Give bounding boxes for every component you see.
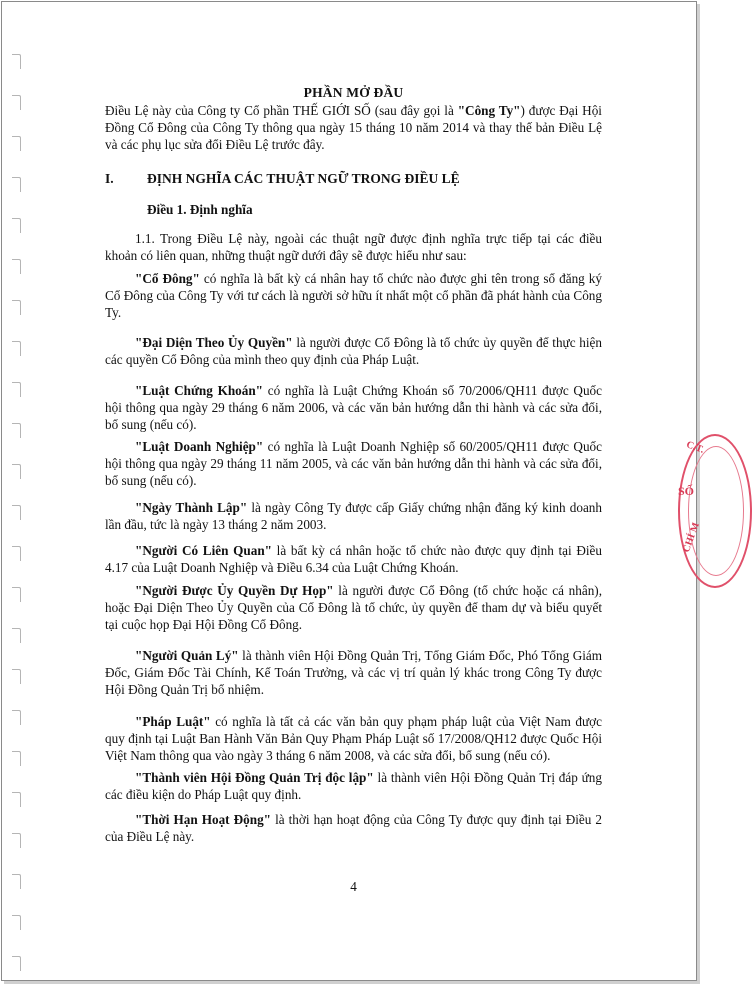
page-number: 4 [350,879,357,894]
stamp-text-top: C.T. [684,439,706,456]
intro-term: "Công Ty" [457,103,521,118]
document-page [1,1,706,981]
definition-text: là người được Cổ Đông là tổ chức ủy quyền để thực hiện các quyền Cổ Đông của mình theo quy định của Pháp Luật. [105,335,602,367]
binder-holes [12,2,22,980]
definition-term: "Thời Hạn Hoạt Động" [135,812,271,827]
definition-term: "Người Quản Lý" [135,648,239,663]
intro-paragraph [105,102,602,153]
definition-term: "Người Có Liên Quan" [135,543,272,558]
definition-term: "Ngày Thành Lập" [135,500,248,515]
definition-term: "Cổ Đông" [135,271,200,286]
stamp-inner-ring [688,446,744,576]
definition-text: có nghĩa là Luật Doanh Nghiệp số 60/2005/QH11 được Quốc hội thông qua ngày 29 tháng 11 năm 2005, và các văn bản hướng dẫn thi hành và các sửa đổi, bổ sung (nếu có). [105,439,602,488]
binder-hole [12,751,21,766]
intro-text-2: ) được Đại Hội Đồng Cổ Đông của Công Ty thông qua ngày 15 tháng 10 năm 2014 và thay thế bản Điều Lệ và các phụ lục sửa đổi Điều Lệ trước đây. [105,103,602,152]
definition-text: là thành viên Hội Đồng Quản Trị đáp ứng các điều kiện do Pháp Luật quy định. [105,770,602,802]
binder-hole [12,915,21,930]
section-title: ĐỊNH NGHĨA CÁC THUẬT NGỮ TRONG ĐIỀU LỆ [147,171,460,186]
definition-text: có nghĩa là bất kỳ cá nhân hay tổ chức nào được ghi tên trong sổ đăng ký Cổ Đông của Công Ty với tư cách là người sở hữu ít nhất một cổ phần đã phát hành của Công Ty. [105,271,602,320]
binder-hole [12,505,21,520]
definition-text: có nghĩa là tất cả các văn bản quy phạm pháp luật của Việt Nam được quy định tại Luật Ban Hành Văn Bản Quy Phạm Pháp Luật số 17/2008/QH12 được Quốc Hội Việt Nam thông qua vào ngày 3 tháng 6 năm 2008, và các sửa đổi, bổ sung (nếu có). [105,714,602,763]
definition-text: là bất kỳ cá nhân hoặc tổ chức nào được quy định tại Điều 4.17 của Luật Doanh Nghiệp và Điều 6.34 của Luật Chứng Khoán. [105,543,602,575]
binder-hole [12,956,21,971]
definition-item [105,647,602,698]
definition-text: là ngày Công Ty được cấp Giấy chứng nhận đăng ký kinh doanh lần đầu, tức là ngày 13 tháng 2 năm 2003. [105,500,602,532]
definition-item [105,499,602,533]
definition-text: là thời hạn hoạt động của Công Ty được quy định tại Điều 2 của Điều Lệ này. [105,812,602,844]
definition-item [105,811,602,845]
definition-item [105,582,602,633]
stamp-text-middle: SỐ [678,484,695,498]
red-seal-stamp [678,434,752,588]
definition-term: "Luật Doanh Nghiệp" [135,439,264,454]
binder-hole [12,587,21,602]
article-heading: Điều 1. Định nghĩa [147,202,253,217]
binder-hole [12,54,21,69]
binder-hole [12,833,21,848]
binder-hole [12,95,21,110]
definition-item [105,438,602,489]
definition-item [105,270,602,321]
stamp-text-bottom: CHÍ M [680,521,702,554]
definition-text: có nghĩa là Luật Chứng Khoán số 70/2006/QH11 được Quốc hội thông qua ngày 29 tháng 6 năm 2006, và các văn bản hướng dẫn thi hành và các sửa đổi, bổ sung (nếu có). [105,383,602,432]
binder-hole [12,874,21,889]
binder-hole [12,546,21,561]
definition-item [105,769,602,803]
binder-hole [12,423,21,438]
definition-text: là người được Cổ Đông (tổ chức hoặc cá nhân), hoặc Đại Diện Theo Ủy Quyền của Cổ Đông là tổ chức, ủy quyền để tham dự và biểu quyết tại cuộc họp Đại Hội Đồng Cổ Đông. [105,583,602,632]
page-title: PHẦN MỞ ĐẦU [303,85,404,100]
intro-text-1: Điều Lệ này của Công ty Cổ phần THẾ GIỚI SỐ (sau đây gọi là [105,103,458,118]
section-heading [105,170,602,187]
definition-item [105,334,602,368]
definition-term: "Đại Diện Theo Ủy Quyền" [135,335,293,350]
binder-hole [12,218,21,233]
binder-hole [12,136,21,151]
binder-hole [12,464,21,479]
binder-hole [12,628,21,643]
binder-hole [12,382,21,397]
binder-hole [12,710,21,725]
binder-hole [12,177,21,192]
definition-term: "Pháp Luật" [135,714,211,729]
definition-term: "Người Được Ủy Quyền Dự Họp" [135,583,334,598]
definition-term: "Luật Chứng Khoán" [135,383,264,398]
section-number: I. [105,171,114,186]
clause-text: 1.1. Trong Điều Lệ này, ngoài các thuật ngữ được định nghĩa trực tiếp tại các điều khoản có liên quan, những thuật ngữ dưới đây sẽ được hiểu như sau: [105,231,602,263]
binder-hole [12,300,21,315]
binder-hole [12,341,21,356]
binder-hole [12,669,21,684]
definition-text: là thành viên Hội Đồng Quản Trị, Tổng Giám Đốc, Phó Tổng Giám Đốc, Giám Đốc Tài Chính, Kế Toán Trưởng, và các vị trí quản lý khác trong Công Ty được Hội Đồng Quản Trị bổ nhiệm. [105,648,602,697]
clause-1-1 [105,230,602,264]
definition-item [105,542,602,576]
definition-item [105,713,602,764]
definition-item [105,382,602,433]
binder-hole [12,259,21,274]
definition-term: "Thành viên Hội Đồng Quản Trị độc lập" [135,770,374,785]
binder-hole [12,792,21,807]
